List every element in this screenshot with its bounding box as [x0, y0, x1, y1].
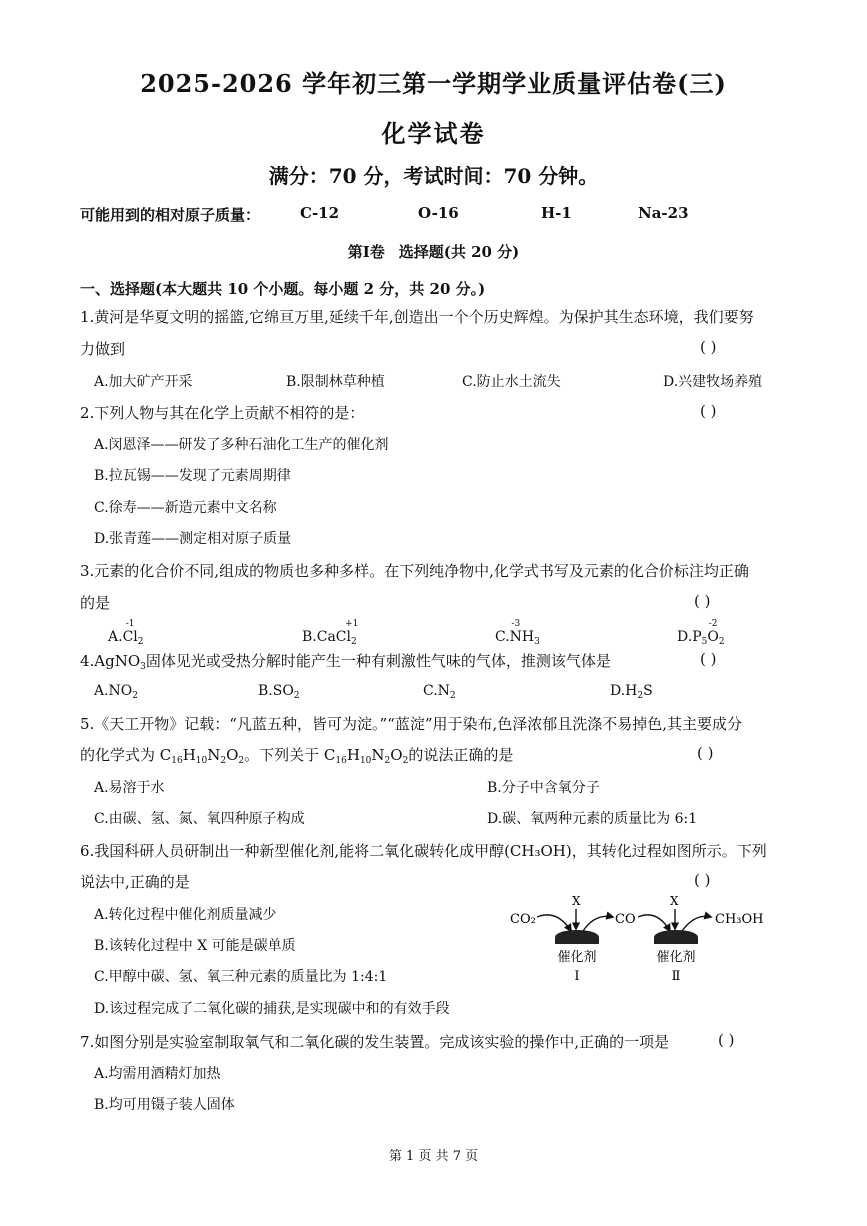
q6-answer-bracket[interactable]: ( ) [694, 871, 711, 889]
q3-d-element [707, 619, 719, 645]
q4-d-post: S [643, 683, 653, 699]
q4-d-text: D.H [610, 683, 638, 699]
q2-stem: 2.下列人物与其在化学上贡献不相符的是： [80, 404, 365, 422]
q1-answer-bracket[interactable]: ( ) [700, 338, 717, 356]
q4-c-text: C.N [423, 683, 450, 699]
q4-stem [80, 650, 611, 672]
diagram-x2-label: X [670, 894, 679, 908]
q3-stem-line2: 的是 [80, 594, 111, 612]
q4-b-sub: 2 [293, 691, 300, 701]
q3-a-label: A. [108, 629, 123, 645]
q4-a-text: A.NO [94, 683, 133, 699]
atom-na: Na-23 [638, 204, 689, 222]
q3-a-valence: -1 [125, 619, 135, 629]
q3-option-a[interactable] [108, 619, 144, 647]
exam-title: 2025-2026 学年初三第一学期学业质量评估卷(三) [140, 69, 727, 98]
q5-answer-bracket[interactable]: ( ) [697, 744, 714, 762]
q5-option-b[interactable]: B.分子中含氧分子 [487, 780, 600, 796]
q5-sub-n2: 2 [384, 756, 391, 766]
q7-answer-bracket[interactable]: ( ) [718, 1031, 735, 1049]
q3-stem-line1: 3.元素的化合价不同,组成的物质也多种多样。在下列纯净物中,化学式书写及元素的化合价标注均正确 [80, 562, 749, 580]
q5-sub-n: 2 [220, 756, 227, 766]
diagram-cat2-num: Ⅱ [671, 969, 681, 984]
q5-sub-o2: 2 [402, 756, 409, 766]
q3-d-subscript2: 2 [718, 637, 725, 647]
atom-o: O-16 [418, 204, 459, 222]
q4-post: 固体见光或受热分解时能产生一种有刺激性气味的气体，推测该气体是 [145, 652, 611, 670]
q3-option-b[interactable] [302, 619, 359, 647]
q3-option-c[interactable] [495, 619, 540, 647]
q3-c-post: H [521, 629, 535, 645]
q5-stem-line2 [80, 744, 513, 766]
q4-d-sub: 2 [637, 691, 644, 701]
q3-b-subscript: 2 [351, 637, 357, 647]
arrow-co-to-cat2 [638, 915, 670, 931]
q5-l2a: 的化学式为 C [80, 746, 172, 764]
diagram-cat2-label: 催化剂 [656, 950, 696, 965]
subject-title: 化学试卷 [381, 119, 486, 148]
q1-option-d[interactable]: D.兴建牧场养殖 [663, 374, 763, 390]
q4-a-sub: 2 [132, 691, 139, 701]
q5-l2d2: O [390, 746, 403, 764]
atom-c: C-12 [300, 204, 340, 222]
q5-sub-h: 10 [195, 756, 208, 766]
catalyst-conversion-diagram [505, 887, 785, 987]
q3-c-symbol: N [509, 629, 522, 645]
arrow-cat1-to-co [583, 916, 613, 931]
arrow-co2-to-cat1 [537, 915, 571, 931]
q3-a-subscript: 2 [137, 637, 144, 647]
diagram-ch3oh-label: CH₃OH [715, 912, 764, 927]
q5-sub-c2: 16 [335, 756, 347, 766]
q2-answer-bracket[interactable]: ( ) [700, 402, 717, 420]
q5-l2f: 的说法正确的是 [408, 746, 514, 764]
q3-a-element [122, 619, 138, 645]
q7-stem: 7.如图分别是实验室制取氧气和二氧化碳的发生装置。完成该实验的操作中,正确的一项是 [80, 1033, 670, 1051]
q6-stem-line1: 6.我国科研人员研制出一种新型催化剂,能将二氧化碳转化成甲醇(CH₃OH)，其转化过程如图所示。下列 [80, 842, 767, 860]
q5-option-d[interactable]: D.碳、氧两种元素的质量比为 6:1 [487, 811, 698, 827]
q5-option-a[interactable]: A.易溶于水 [94, 780, 165, 796]
diagram-cat1-label: 催化剂 [557, 950, 597, 965]
q4-option-d[interactable] [610, 683, 653, 701]
q3-b-symbol: CaCl [316, 629, 351, 645]
q6-option-a[interactable]: A.转化过程中催化剂质量减少 [94, 907, 277, 923]
page-footer: 第 1 页 共 7 页 [388, 1149, 479, 1164]
atoms-label: 可能用到的相对原子质量： [80, 206, 261, 224]
q3-a-symbol: Cl [122, 629, 138, 645]
q5-l2c2: N [371, 746, 385, 764]
atomic-mass-label [80, 204, 260, 225]
q4-option-a[interactable] [94, 683, 138, 701]
q5-l2b2: H [346, 746, 360, 764]
q4-sub: 3 [140, 662, 146, 672]
score-time-info: 满分：70 分，考试时间：70 分钟。 [268, 164, 599, 188]
q5-l2e: 。下列关于 C [244, 746, 336, 764]
q3-d-valence: -2 [708, 619, 718, 629]
q5-l2c: N [207, 746, 221, 764]
section-title: 第Ⅰ卷 [347, 243, 385, 261]
q2-option-a[interactable]: A.闵恩泽——研发了多种石油化工生产的催化剂 [94, 437, 389, 453]
q5-option-c[interactable]: C.由碳、氢、氮、氧四种原子构成 [94, 811, 305, 827]
section-instruction: 一、选择题(本大题共 10 个小题。每小题 2 分，共 20 分。) [80, 280, 486, 298]
q4-answer-bracket[interactable]: ( ) [700, 650, 717, 668]
q3-option-d[interactable] [677, 619, 725, 647]
q4-option-c[interactable] [423, 683, 456, 701]
q2-option-b[interactable]: B.拉瓦锡——发现了元素周期律 [94, 468, 291, 484]
q6-option-c[interactable]: C.甲醇中碳、氢、氧三种元素的质量比为 1:4:1 [94, 969, 388, 985]
q6-stem-line2: 说法中,正确的是 [80, 873, 190, 891]
q3-b-valence: +1 [345, 619, 359, 629]
q1-stem-line2: 力做到 [80, 340, 126, 358]
atom-h: H-1 [541, 204, 572, 222]
q4-pre: 4.AgNO [80, 652, 141, 670]
diagram-co-label: CO [615, 912, 636, 927]
q5-l2d: O [226, 746, 239, 764]
q5-sub-h2: 10 [359, 756, 372, 766]
q6-option-d[interactable]: D.该过程完成了二氧化碳的捕获,是实现碳中和的有效手段 [94, 1001, 450, 1017]
q2-option-c[interactable]: C.徐寿——新造元素中文名称 [94, 500, 277, 516]
q1-option-c[interactable]: C.防止水土流失 [462, 374, 561, 390]
q4-b-text: B.SO [258, 683, 294, 699]
q3-c-subscript: 3 [534, 637, 540, 647]
diagram-cat1-num: Ⅰ [574, 969, 580, 984]
q3-b-formula [316, 619, 359, 645]
q4-c-sub: 2 [449, 691, 456, 701]
q2-option-d[interactable]: D.张青莲——测定相对原子质量 [94, 531, 292, 547]
q5-l2b: H [182, 746, 196, 764]
q3-answer-bracket[interactable]: ( ) [694, 592, 711, 610]
q4-option-b[interactable] [258, 683, 300, 701]
q3-c-label: C. [495, 629, 510, 645]
q3-d-symbol: O [707, 629, 719, 645]
arrow-cat2-to-ch3oh [682, 916, 711, 931]
q3-b-label: B. [302, 629, 317, 645]
section-heading [0, 241, 867, 262]
q7-option-a[interactable]: A.均需用酒精灯加热 [94, 1066, 221, 1082]
q3-c-element [509, 619, 522, 645]
diagram-x1-label: X [572, 894, 581, 908]
catalyst-1-base [555, 937, 599, 944]
diagram-co2-label: CO₂ [510, 912, 536, 927]
q5-sub-o: 2 [238, 756, 245, 766]
q5-sub-c: 16 [171, 756, 183, 766]
q3-d-pre: P [692, 629, 702, 645]
q5-stem-line1: 5.《天工开物》记载：“凡蓝五种，皆可为淀。”“蓝淀”用于染布,色泽浓郁且洗涤不易掉色,其主要成分 [80, 715, 743, 733]
q3-d-label: D. [677, 629, 693, 645]
q3-d-subscript1: 5 [701, 637, 708, 647]
q3-c-valence: -3 [511, 619, 521, 629]
section-subtitle: 选择题(共 20 分) [398, 243, 520, 261]
q1-option-b[interactable]: B.限制林草种植 [286, 374, 385, 390]
q6-option-b[interactable]: B.该转化过程中 X 可能是碳单质 [94, 938, 296, 954]
q1-option-a[interactable]: A.加大矿产开采 [94, 374, 193, 390]
q7-option-b[interactable]: B.均可用镊子装人固体 [94, 1097, 235, 1113]
catalyst-2-base [654, 937, 698, 944]
q1-stem-line1: 1.黄河是华夏文明的摇篮,它绵亘万里,延续千年,创造出一个个历史辉煌。为保护其生态环境，我们要努 [80, 308, 754, 326]
